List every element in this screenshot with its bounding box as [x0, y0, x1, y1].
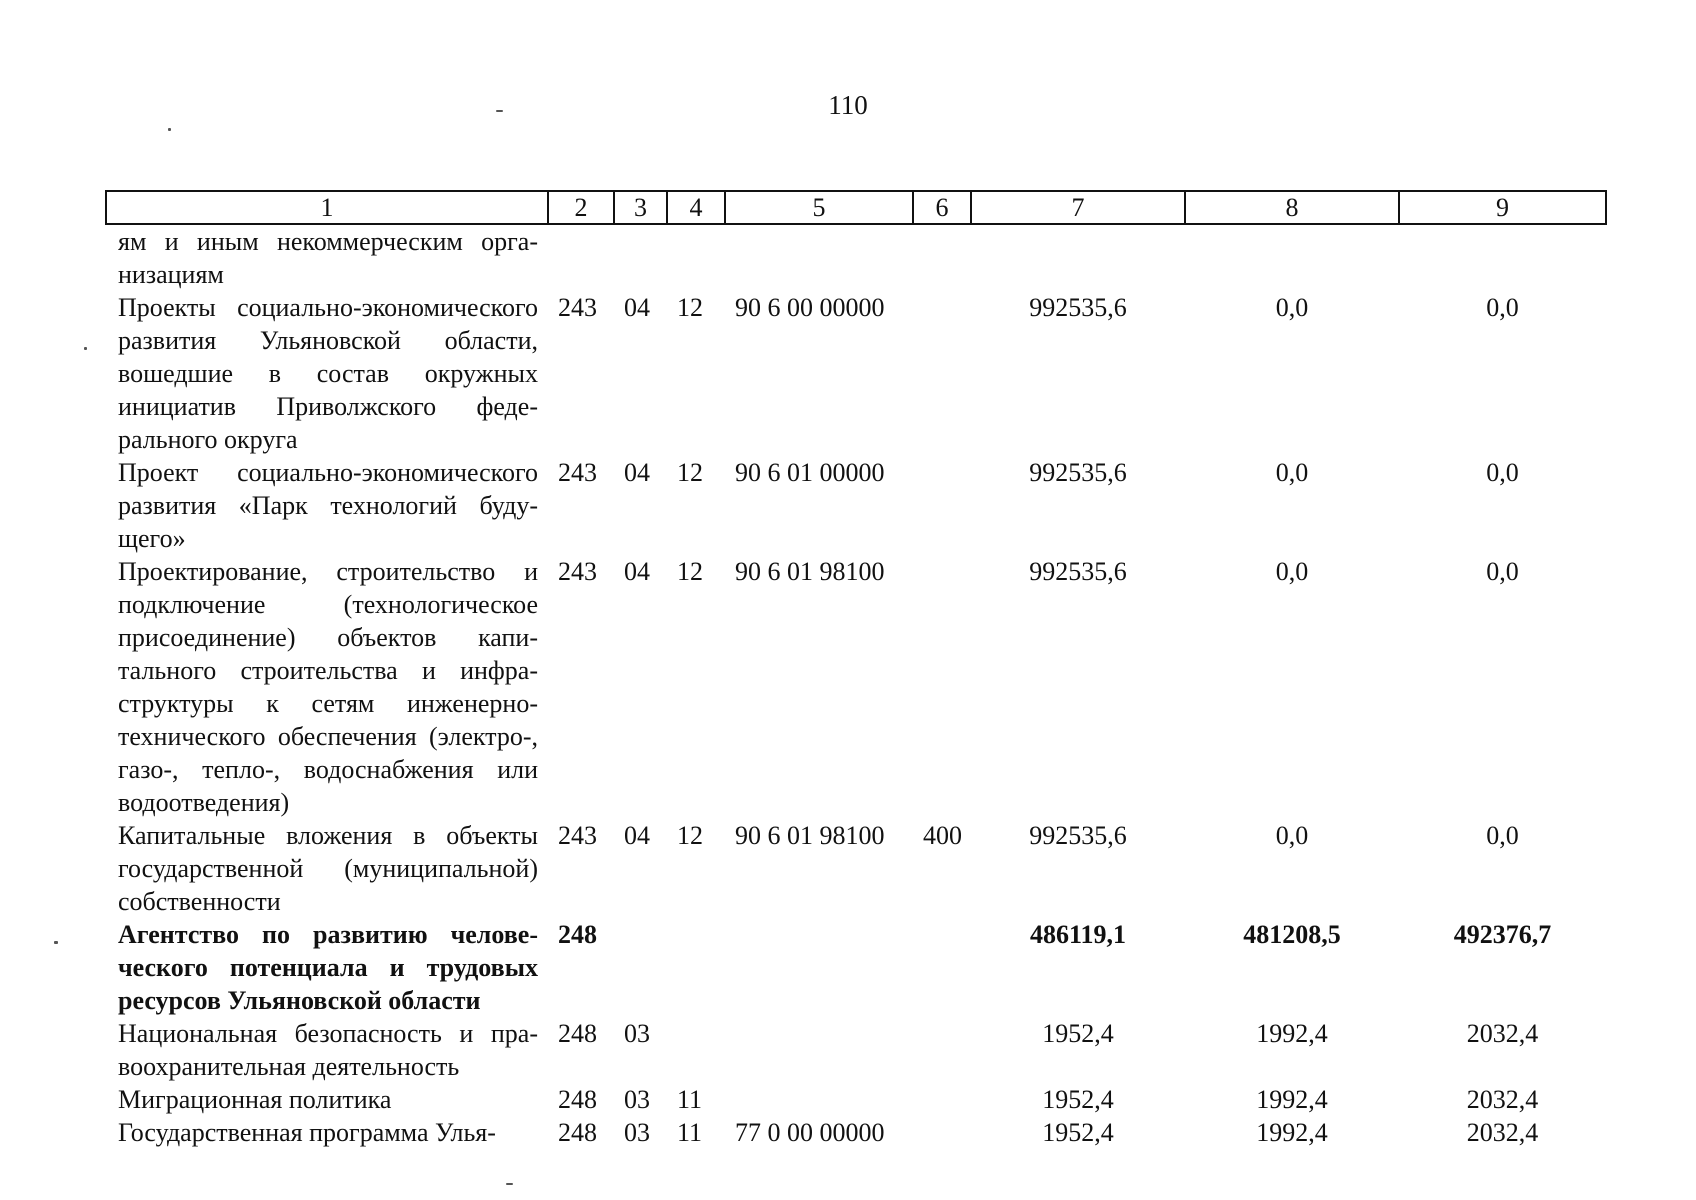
cell-col7 — [971, 224, 1185, 291]
cell-col3: 03 — [624, 1118, 650, 1147]
cell-col2: 248 — [558, 1118, 597, 1147]
cell-col5 — [725, 1017, 913, 1083]
cell-col4 — [667, 1017, 725, 1083]
scan-speck — [496, 110, 503, 112]
cell-col2: 248 — [558, 1019, 597, 1048]
cell-col5: 90 6 00 00000 — [735, 293, 885, 322]
cell-col7: 992535,6 — [1029, 458, 1127, 487]
cell-col6 — [913, 555, 971, 819]
table-header — [106, 191, 1606, 224]
cell-col2: 248 — [558, 1085, 597, 1114]
cell-col9 — [1399, 224, 1606, 291]
page-number: 110 — [828, 90, 868, 120]
cell-col7: 992535,6 — [1029, 821, 1127, 850]
row-name: Капитальные вложения в объекты государственной (муниципальной) собственности — [118, 821, 538, 916]
cell-col4: 12 — [677, 293, 703, 322]
cell-col3 — [614, 224, 667, 291]
cell-col8: 0,0 — [1275, 293, 1309, 322]
row-name: Проектирование, строительство и подключение (технологическое присоединение) объектов капитального строительства и инфраструктуры к сетям инженерно-технического обеспечения (электро-, газо-, тепло-, водоснабжения или водоотведения) — [118, 557, 538, 817]
cell-col9: 2032,4 — [1466, 1118, 1539, 1147]
row-name: Проекты социально-экономического развития Ульяновской области, вошедшие в состав окружных инициатив Приволжского федерального округа — [118, 293, 538, 454]
cell-col6: 400 — [923, 821, 962, 850]
cell-col2: 243 — [558, 293, 597, 322]
column-header-3: 3 — [614, 191, 667, 224]
cell-col8: 0,0 — [1275, 458, 1309, 487]
cell-col2: 243 — [558, 458, 597, 487]
scan-speck — [54, 941, 58, 944]
cell-col9: 0,0 — [1486, 821, 1519, 850]
cell-col9: 492376,7 — [1453, 920, 1552, 949]
cell-col7: 992535,6 — [1029, 557, 1127, 586]
cell-col3: 04 — [624, 821, 650, 850]
table-row — [106, 456, 1606, 555]
cell-col5: 90 6 01 98100 — [735, 557, 885, 586]
cell-col6 — [913, 224, 971, 291]
column-header-4: 4 — [667, 191, 725, 224]
cell-col7: 486119,1 — [1029, 920, 1127, 949]
cell-col4: 11 — [677, 1118, 703, 1147]
row-name: Миграционная политика — [118, 1085, 392, 1114]
cell-col6 — [913, 1116, 971, 1149]
row-name: Государственная программа Улья- — [118, 1118, 496, 1147]
cell-col6 — [913, 1083, 971, 1116]
cell-col5: 90 6 01 00000 — [735, 458, 885, 487]
cell-col7: 1952,4 — [1042, 1085, 1114, 1114]
scan-speck — [506, 1183, 513, 1185]
cell-col8: 481208,5 — [1243, 920, 1341, 949]
cell-col3: 04 — [624, 458, 650, 487]
table-row — [106, 555, 1606, 819]
cell-col9: 0,0 — [1486, 293, 1519, 322]
cell-col8: 1992,4 — [1256, 1118, 1328, 1147]
cell-col6 — [913, 456, 971, 555]
cell-col5: 77 0 00 00000 — [735, 1118, 885, 1147]
scan-speck — [84, 347, 87, 350]
cell-col3 — [614, 918, 667, 1017]
cell-col4: 11 — [677, 1085, 703, 1114]
column-header-5: 5 — [725, 191, 913, 224]
cell-col8: 0,0 — [1275, 557, 1309, 586]
row-name: Проект социально-экономического развития «Парк технологий будущего» — [118, 458, 538, 553]
cell-col5: 90 6 01 98100 — [735, 821, 885, 850]
table-row — [106, 291, 1606, 456]
table-row — [106, 918, 1606, 1017]
column-header-7: 7 — [971, 191, 1185, 224]
cell-col4 — [667, 918, 725, 1017]
cell-col4: 12 — [677, 458, 703, 487]
table-row — [106, 224, 1606, 291]
cell-col5 — [725, 1083, 913, 1116]
row-name: ям и иным некоммерческим организациям — [118, 227, 538, 289]
column-header-1: 1 — [106, 191, 548, 224]
column-header-2: 2 — [548, 191, 614, 224]
table-row — [106, 1017, 1606, 1083]
cell-col9: 2032,4 — [1466, 1085, 1539, 1114]
cell-col6 — [913, 1017, 971, 1083]
cell-col2: 248 — [558, 920, 597, 949]
cell-col6 — [913, 291, 971, 456]
cell-col3: 04 — [624, 293, 650, 322]
cell-col8: 1992,4 — [1256, 1085, 1328, 1114]
cell-col8 — [1185, 224, 1399, 291]
cell-col4: 12 — [677, 821, 703, 850]
cell-col4: 12 — [677, 557, 703, 586]
cell-col2 — [548, 224, 614, 291]
column-header-9: 9 — [1399, 191, 1606, 224]
row-name: Агентство по развитию человеческого потенциала и трудовых ресурсов Ульяновской области — [118, 920, 538, 1015]
cell-col8: 0,0 — [1275, 821, 1309, 850]
table-row — [106, 819, 1606, 918]
cell-col7: 1952,4 — [1042, 1019, 1114, 1048]
cell-col6 — [913, 918, 971, 1017]
cell-col3: 04 — [624, 557, 650, 586]
cell-col5 — [725, 224, 913, 291]
column-header-8: 8 — [1185, 191, 1399, 224]
cell-col2: 243 — [558, 557, 597, 586]
cell-col4 — [667, 224, 725, 291]
cell-col7: 1952,4 — [1042, 1118, 1114, 1147]
table-body — [106, 224, 1606, 1149]
table-row — [106, 1116, 1606, 1149]
cell-col5 — [725, 918, 913, 1017]
cell-col3: 03 — [624, 1019, 650, 1048]
budget-table — [105, 190, 1607, 1149]
cell-col9: 0,0 — [1486, 557, 1519, 586]
column-header-6: 6 — [913, 191, 971, 224]
row-name: Национальная безопасность и правоохранительная деятельность — [118, 1019, 538, 1081]
table-row — [106, 1083, 1606, 1116]
cell-col7: 992535,6 — [1029, 293, 1127, 322]
cell-col3: 03 — [624, 1085, 650, 1114]
cell-col9: 2032,4 — [1466, 1019, 1539, 1048]
cell-col9: 0,0 — [1486, 458, 1519, 487]
scan-speck — [168, 128, 171, 131]
cell-col2: 243 — [558, 821, 597, 850]
cell-col8: 1992,4 — [1256, 1019, 1328, 1048]
